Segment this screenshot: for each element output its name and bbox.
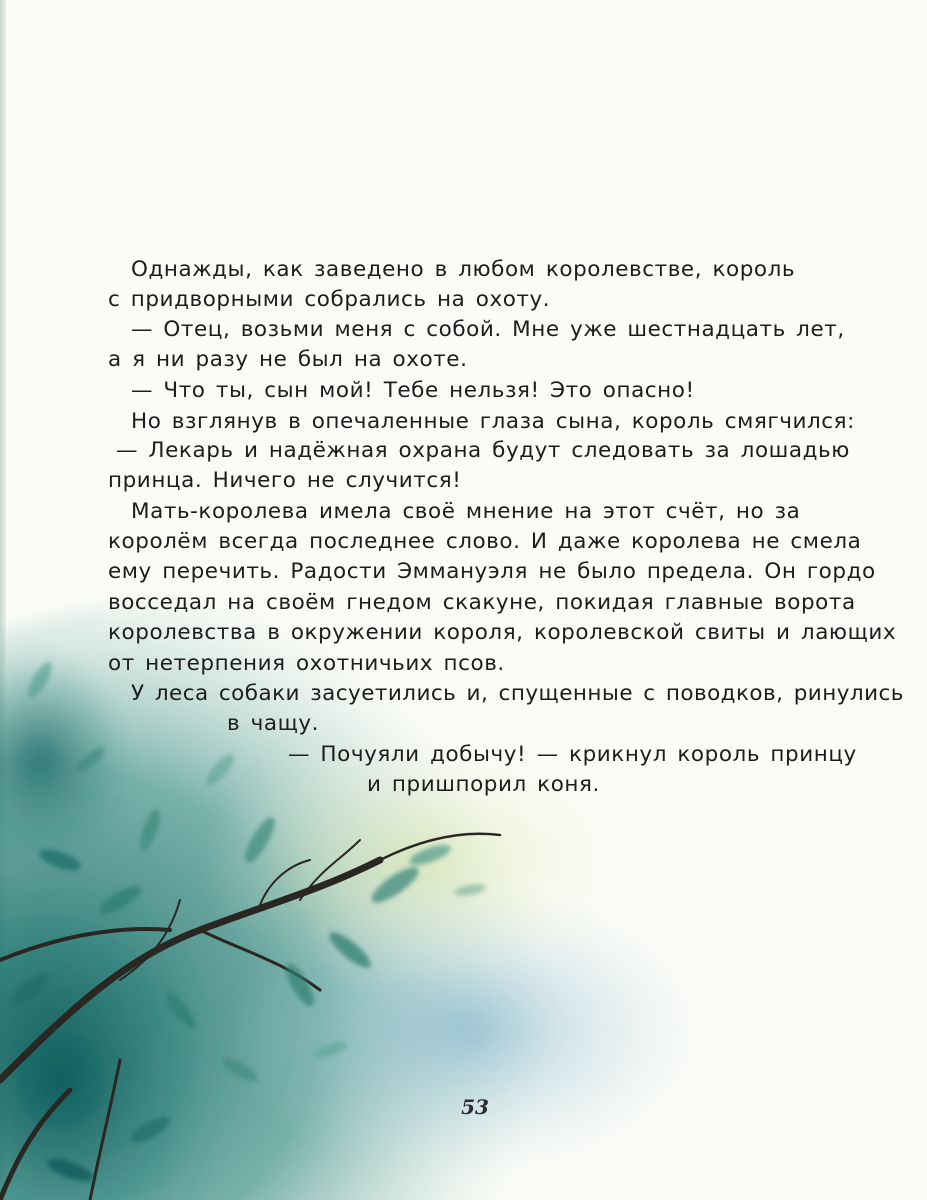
text-line: — Лекарь и надёжная охрана будут следовать за лошадью bbox=[116, 438, 850, 463]
page-number: 53 bbox=[461, 1095, 489, 1119]
text-line: принца. Ничего не случится! bbox=[108, 468, 462, 493]
text-line: и пришпорил коня. bbox=[367, 772, 600, 797]
text-line: Мать-королева имела своё мнение на этот счёт, но за bbox=[131, 499, 801, 524]
text-line: ему перечить. Радости Эммануэля не было предела. Он гордо bbox=[108, 559, 876, 584]
text-line: в чащу. bbox=[227, 711, 320, 736]
text-line: У леса собаки засуетились и, спущенные с поводков, ринулись bbox=[131, 681, 904, 706]
text-line: Но взглянув в опечаленные глаза сына, король смягчился: bbox=[131, 409, 855, 434]
text-line: — Что ты, сын мой! Тебе нельзя! Это опасно! bbox=[131, 378, 695, 403]
text-line: от нетерпения охотничьих псов. bbox=[108, 651, 505, 676]
text-line: с придворными собрались на охоту. bbox=[108, 287, 551, 312]
text-line: а я ни разу не был на охоте. bbox=[108, 347, 468, 372]
text-line: королевства в окружении короля, королевской свиты и лающих bbox=[108, 620, 897, 645]
text-line: Однажды, как заведено в любом королевстве, король bbox=[131, 257, 796, 282]
text-line: восседал на своём гнедом скакуне, покидая главные ворота bbox=[108, 590, 856, 615]
text-line: королём всегда последнее слово. И даже королева не смела bbox=[108, 529, 862, 554]
text-line: — Отец, возьми меня с собой. Мне уже шестнадцать лет, bbox=[131, 317, 845, 342]
text-line: — Почуяли добычу! — крикнул король принцу bbox=[288, 742, 857, 767]
